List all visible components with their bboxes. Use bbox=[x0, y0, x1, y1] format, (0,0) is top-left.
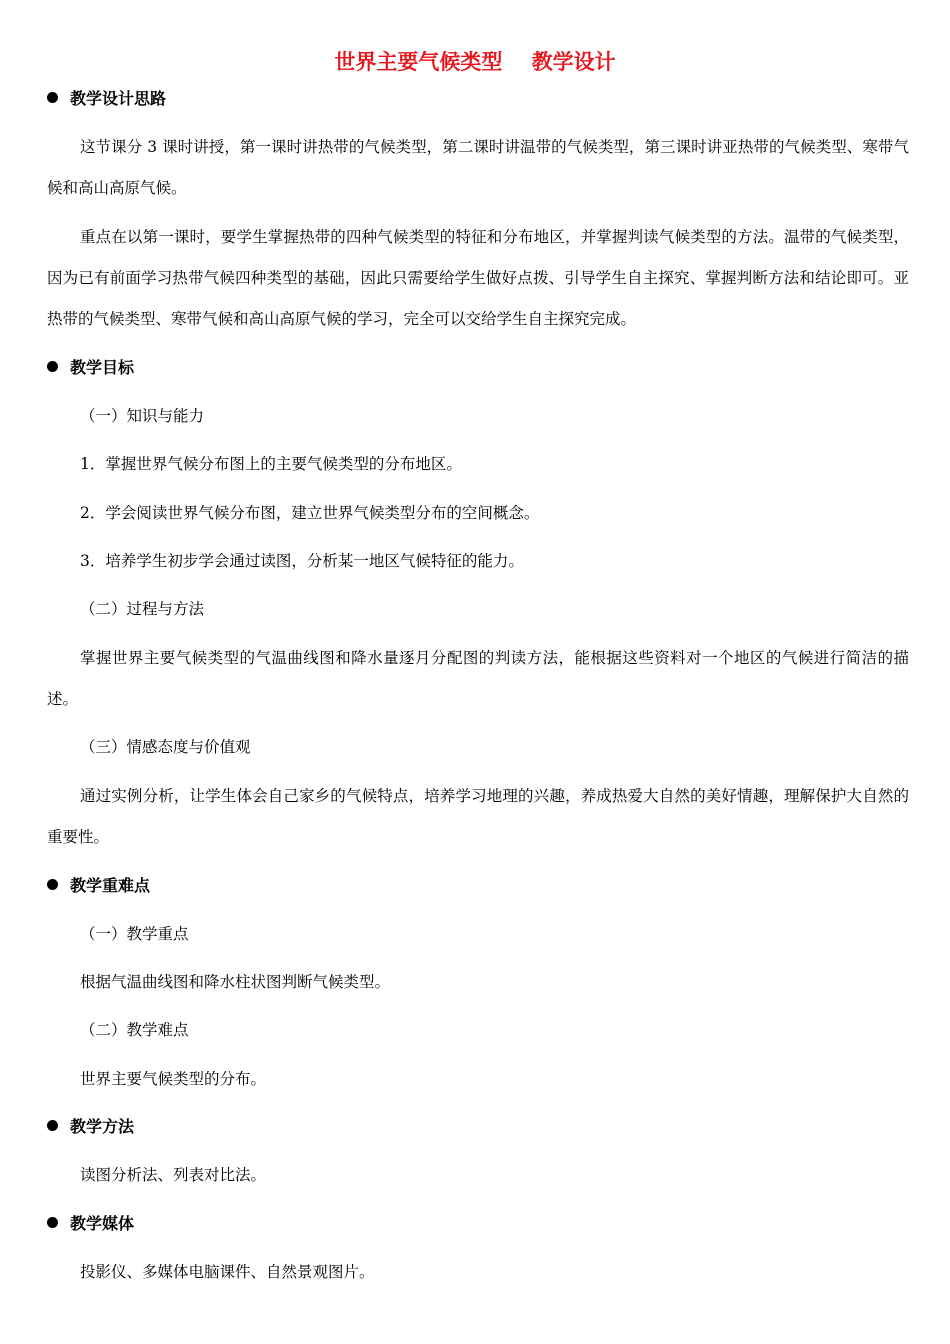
section-heading-key-points bbox=[47, 874, 150, 898]
subheading-difficulty: （二）教学难点 bbox=[80, 1021, 189, 1039]
subheading-process: （二）过程与方法 bbox=[80, 600, 205, 618]
section-heading-media bbox=[47, 1212, 134, 1236]
section-heading-design-idea bbox=[47, 87, 166, 111]
bullet-icon bbox=[47, 1120, 58, 1131]
heading-label: 教学目标 bbox=[70, 358, 135, 377]
text-methods: 读图分析法、列表对比法。 bbox=[80, 1166, 267, 1184]
bullet-icon bbox=[47, 361, 58, 372]
list-item-knowledge-1: 1．掌握世界气候分布图上的主要气候类型的分布地区。 bbox=[80, 455, 462, 473]
bullet-icon bbox=[47, 1217, 58, 1228]
section-heading-objectives bbox=[47, 356, 134, 380]
subheading-knowledge: （一）知识与能力 bbox=[80, 407, 205, 425]
heading-label: 教学方法 bbox=[70, 1117, 135, 1136]
bullet-icon bbox=[47, 879, 58, 890]
bullet-icon bbox=[47, 92, 58, 103]
subheading-focus: （一）教学重点 bbox=[80, 925, 189, 943]
heading-label: 教学重难点 bbox=[70, 876, 151, 895]
paragraph-design-idea-2: 重点在以第一课时，要学生掌握热带的四种气候类型的特征和分布地区，并掌握判读气候类型的方法。温带的气候类型，因为已有前面学习热带气候四种类型的基础，因此只需要给学生做好点拨、引导学生自主探究、掌握判断方法和结论即可。亚热带的气候类型、寒带气候和高山高原气候的学习，完全可以交给学生自主探究完成。 bbox=[47, 228, 909, 328]
heading-label: 教学媒体 bbox=[70, 1214, 135, 1233]
paragraph-design-idea-1: 这节课分 3 课时讲授，第一课时讲热带的气候类型，第二课时讲温带的气候类型，第三课时讲亚热带的气候类型、寒带气候和高山高原气候。 bbox=[47, 138, 909, 197]
list-item-knowledge-2: 2．学会阅读世界气候分布图，建立世界气候类型分布的空间概念。 bbox=[80, 504, 540, 522]
text-focus: 根据气温曲线图和降水柱状图判断气候类型。 bbox=[80, 973, 391, 991]
section-heading-methods bbox=[47, 1115, 134, 1139]
list-item-knowledge-3: 3．培养学生初步学会通过读图，分析某一地区气候特征的能力。 bbox=[80, 552, 524, 570]
heading-label: 教学设计思路 bbox=[70, 89, 167, 108]
text-media: 投影仪、多媒体电脑课件、自然景观图片。 bbox=[80, 1263, 375, 1281]
document-title: 世界主要气候类型 教学设计 bbox=[334, 50, 616, 74]
paragraph-attitude: 通过实例分析，让学生体会自己家乡的气候特点，培养学习地理的兴趣，养成热爱大自然的美好情趣，理解保护大自然的重要性。 bbox=[47, 787, 909, 846]
paragraph-process: 掌握世界主要气候类型的气温曲线图和降水量逐月分配图的判读方法，能根据这些资料对一个地区的气候进行简洁的描述。 bbox=[47, 649, 909, 708]
text-difficulty: 世界主要气候类型的分布。 bbox=[80, 1070, 267, 1088]
subheading-attitude: （三）情感态度与价值观 bbox=[80, 738, 251, 756]
